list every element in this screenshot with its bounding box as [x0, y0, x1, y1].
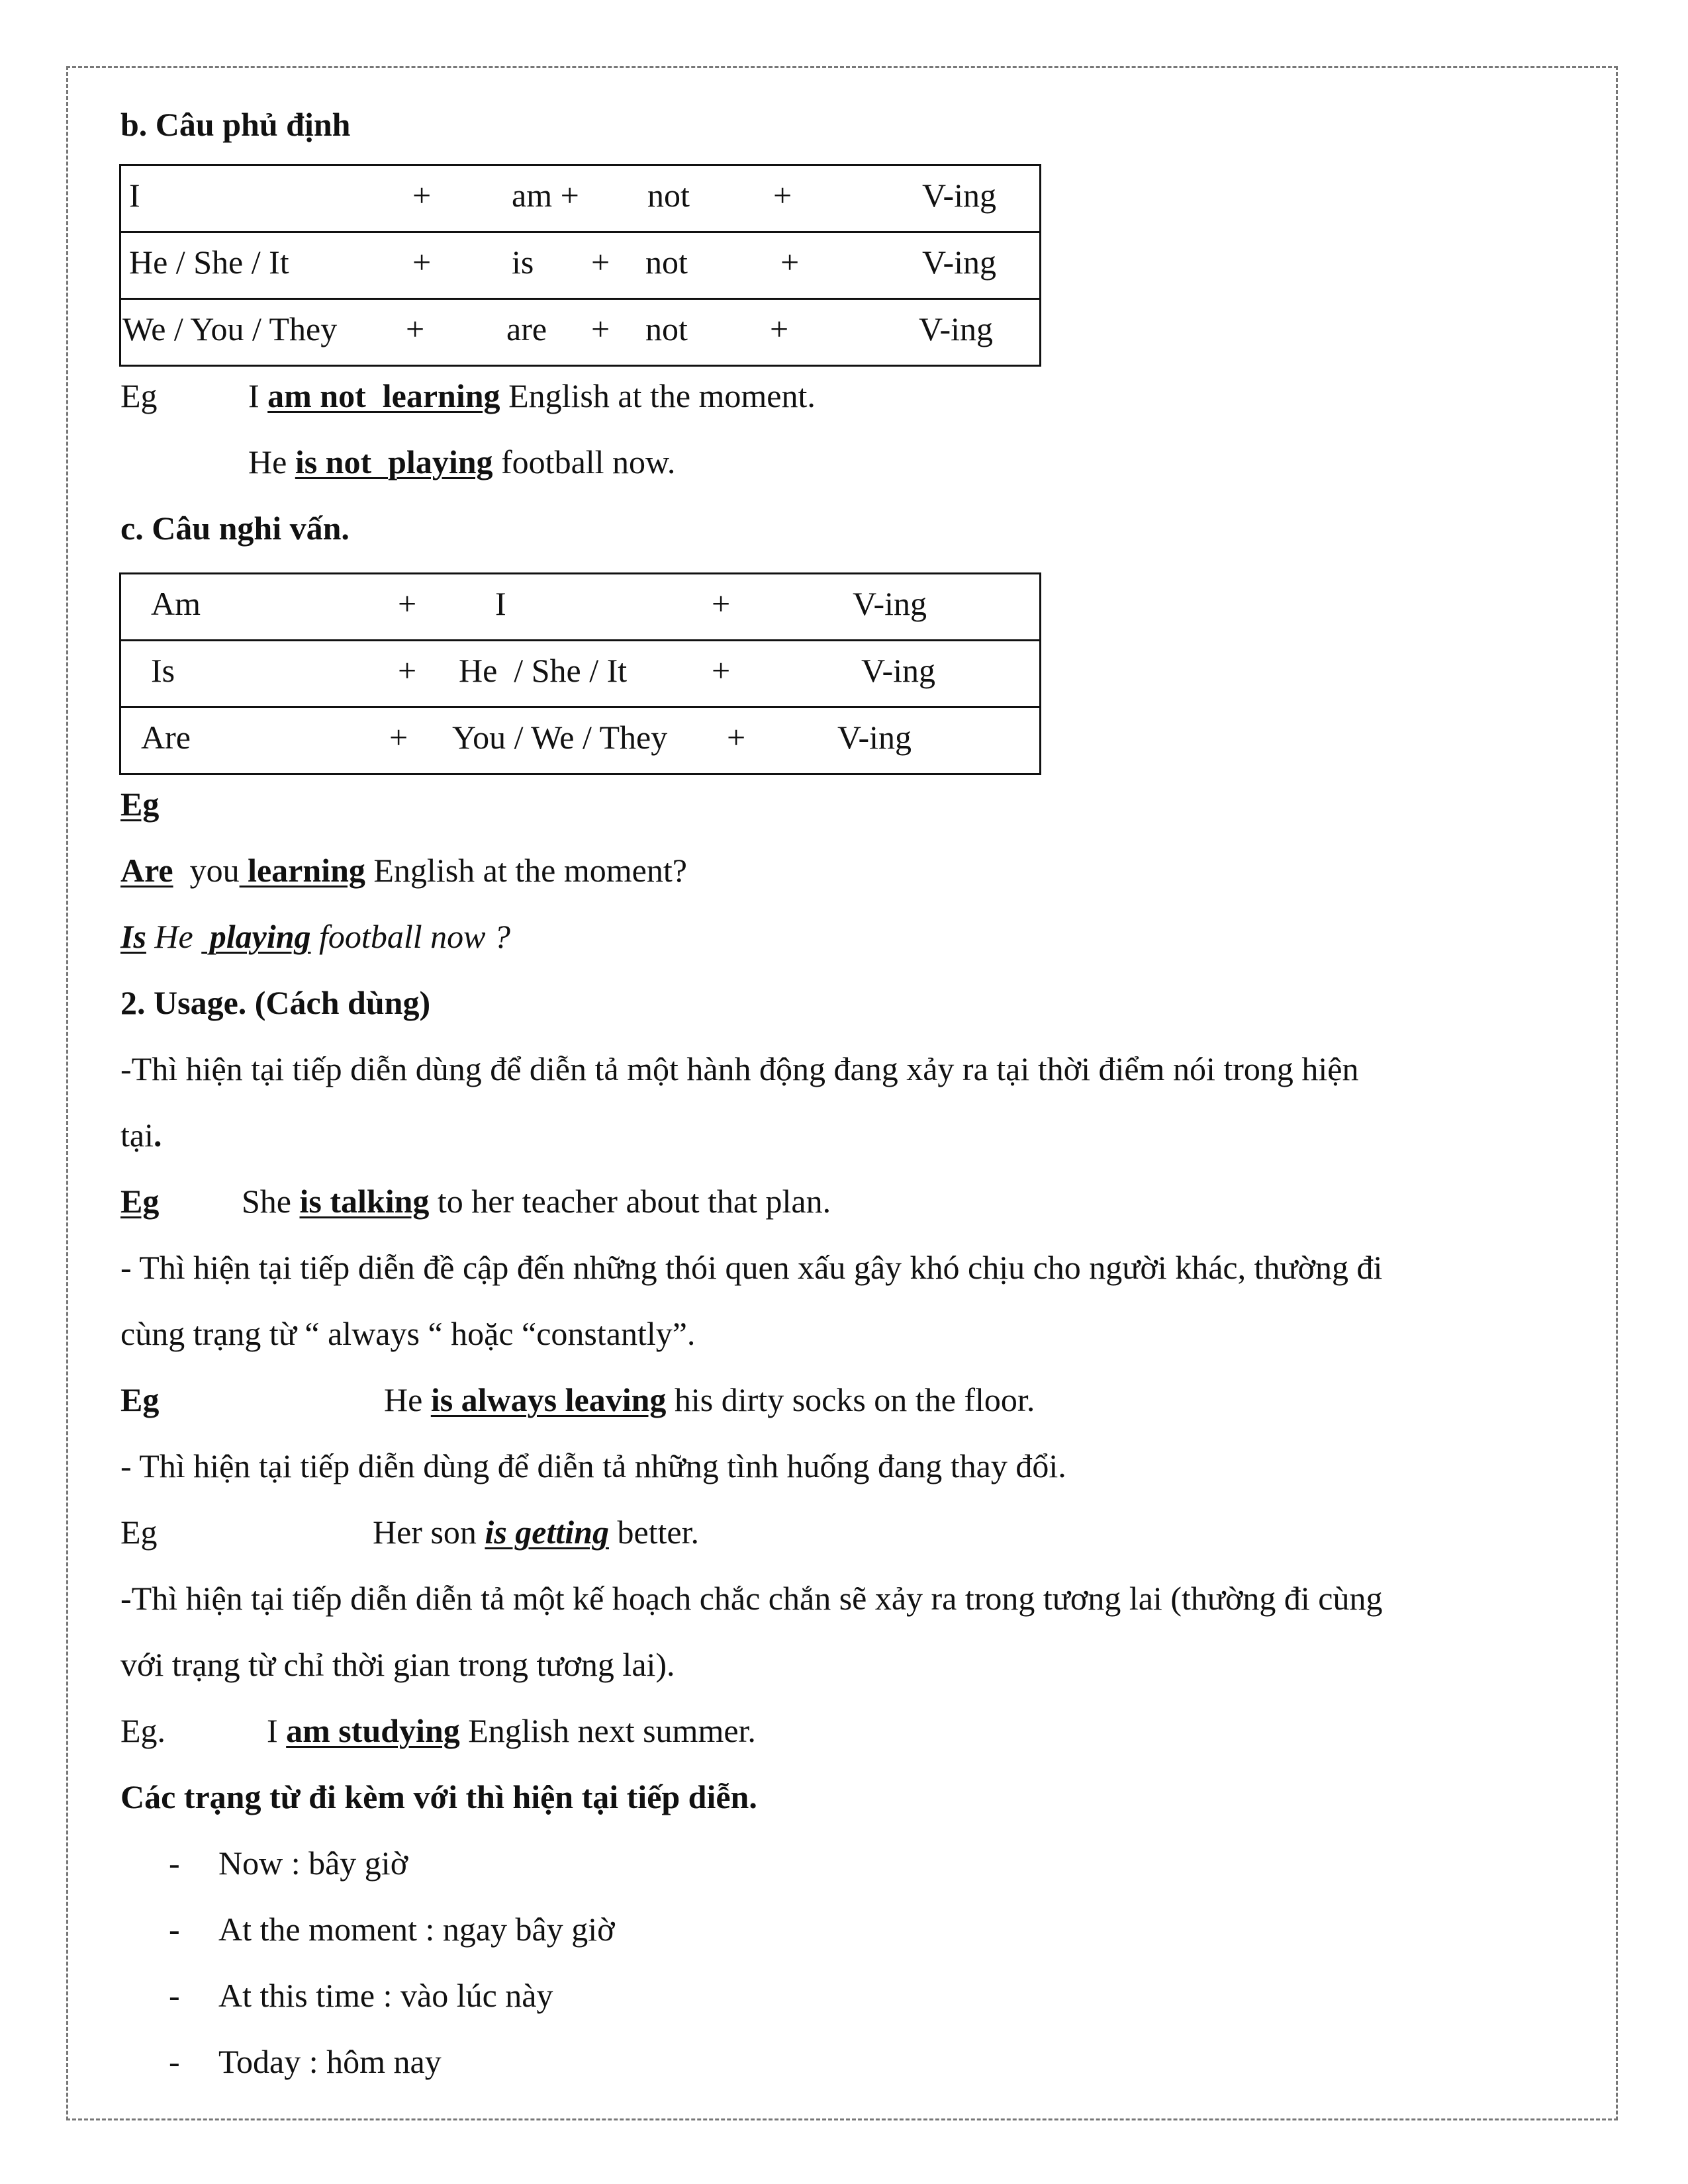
list-bullet: - — [169, 1977, 180, 2014]
list-bullet: - — [169, 1844, 180, 1882]
negative-formula-table — [119, 164, 1041, 367]
usage-3-example: Her son is getting better. — [373, 1514, 700, 1551]
usage-heading: 2. Usage. (Cách dùng) — [120, 984, 431, 1021]
plus-sign: + — [398, 652, 417, 689]
plus-sign: + — [591, 310, 610, 347]
table-row — [120, 707, 1041, 774]
list-bullet: - — [169, 1911, 180, 1948]
plus-sign: + — [727, 719, 746, 756]
subject-cell: We / You / They — [122, 310, 338, 347]
table-row — [120, 574, 1041, 641]
verb-be-cell: are — [506, 310, 547, 347]
highlighted-verb: is getting — [485, 1514, 609, 1551]
table-row — [120, 165, 1041, 232]
table-row — [120, 299, 1041, 366]
usage-1-text-cont: tại. — [120, 1116, 162, 1154]
subject-cell: I — [495, 585, 506, 622]
usage-2-text: - Thì hiện tại tiếp diễn đề cập đến những thói quen xấu gây khó chịu cho người khác, thường đi — [120, 1249, 1383, 1286]
highlighted-verb: playing — [201, 918, 311, 955]
negative-heading: b. Câu phủ định — [120, 106, 351, 143]
subject-cell: He / She / It — [129, 244, 289, 281]
plus-sign: + — [712, 585, 731, 622]
highlighted-verb: learning — [239, 852, 365, 889]
negative-example-1: I am not learning English at the moment. — [248, 377, 816, 414]
example-label: Eg — [120, 786, 160, 823]
plus-sign: + — [389, 719, 408, 756]
highlighted-verb: is talking — [299, 1183, 430, 1220]
highlighted-verb: am not learning — [267, 377, 500, 414]
example-label: Eg — [120, 1183, 160, 1220]
example-label: Eg — [120, 377, 158, 414]
ving-cell: V-ing — [853, 585, 927, 622]
example-label: Eg. — [120, 1712, 166, 1749]
plus-sign: + — [406, 310, 425, 347]
plus-sign: + — [712, 652, 731, 689]
subject-cell: You / We / They — [452, 719, 668, 756]
highlighted-verb: Is — [120, 918, 146, 955]
list-item: At this time : vào lúc này — [218, 1977, 553, 2014]
ving-cell: V-ing — [837, 719, 912, 756]
verb-be-cell: Is — [151, 652, 175, 689]
example-label: Eg — [120, 1514, 158, 1551]
highlighted-verb: am studying — [286, 1712, 460, 1749]
table-row — [120, 641, 1041, 707]
table-row — [120, 232, 1041, 299]
negative-example-2: He is not playing football now. — [248, 443, 676, 480]
usage-2-text-cont: cùng trạng từ “ always “ hoặc “constantly”. — [120, 1315, 696, 1352]
usage-3-text: - Thì hiện tại tiếp diễn dùng để diễn tả những tình huống đang thay đổi. — [120, 1447, 1066, 1484]
highlighted-verb: is not playing — [295, 443, 493, 480]
highlighted-verb: is always leaving — [430, 1381, 667, 1418]
not-cell: not — [645, 244, 688, 281]
plus-sign: + — [412, 177, 432, 214]
list-item: Today : hôm nay — [218, 2043, 442, 2080]
plus-sign: + — [591, 244, 610, 281]
verb-be-cell: Am — [151, 585, 201, 622]
question-example-1: Are you learning English at the moment? — [120, 852, 687, 889]
plus-sign: + — [770, 310, 789, 347]
verb-be-cell: am + — [512, 177, 579, 214]
question-formula-table — [119, 572, 1041, 775]
not-cell: not — [645, 310, 688, 347]
verb-be-cell: Are — [141, 719, 191, 756]
list-item: At the moment : ngay bây giờ — [218, 1911, 615, 1948]
subject-cell: He / She / It — [459, 652, 628, 689]
adverbs-heading: Các trạng từ đi kèm với thì hiện tại tiếp diễn. — [120, 1778, 757, 1815]
usage-2-example: He is always leaving his dirty socks on the floor. — [384, 1381, 1035, 1418]
question-example-2: Is He playing football now ? — [120, 918, 510, 955]
question-heading: c. Câu nghi vấn. — [120, 510, 350, 547]
ving-cell: V-ing — [861, 652, 936, 689]
plus-sign: + — [412, 244, 432, 281]
highlighted-verb: Are — [120, 852, 173, 889]
subject-cell: I — [129, 177, 140, 214]
usage-4-text: -Thì hiện tại tiếp diễn diễn tả một kế hoạch chắc chắn sẽ xảy ra trong tương lai (thường đi cùng — [120, 1580, 1383, 1617]
verb-be-cell: is — [512, 244, 534, 281]
usage-1-example: She is talking to her teacher about that plan. — [242, 1183, 831, 1220]
ving-cell: V-ing — [919, 310, 994, 347]
plus-sign: + — [780, 244, 800, 281]
ving-cell: V-ing — [922, 177, 997, 214]
plus-sign: + — [398, 585, 417, 622]
not-cell: not — [647, 177, 690, 214]
ving-cell: V-ing — [922, 244, 997, 281]
list-item: Now : bây giờ — [218, 1844, 408, 1882]
usage-4-example: I am studying English next summer. — [267, 1712, 756, 1749]
list-bullet: - — [169, 2043, 180, 2080]
example-label: Eg — [120, 1381, 160, 1418]
usage-1-text: -Thì hiện tại tiếp diễn dùng để diễn tả một hành động đang xảy ra tại thời điểm nói trong hiện — [120, 1050, 1359, 1087]
plus-sign: + — [773, 177, 792, 214]
usage-4-text-cont: với trạng từ chỉ thời gian trong tương lai). — [120, 1646, 675, 1683]
